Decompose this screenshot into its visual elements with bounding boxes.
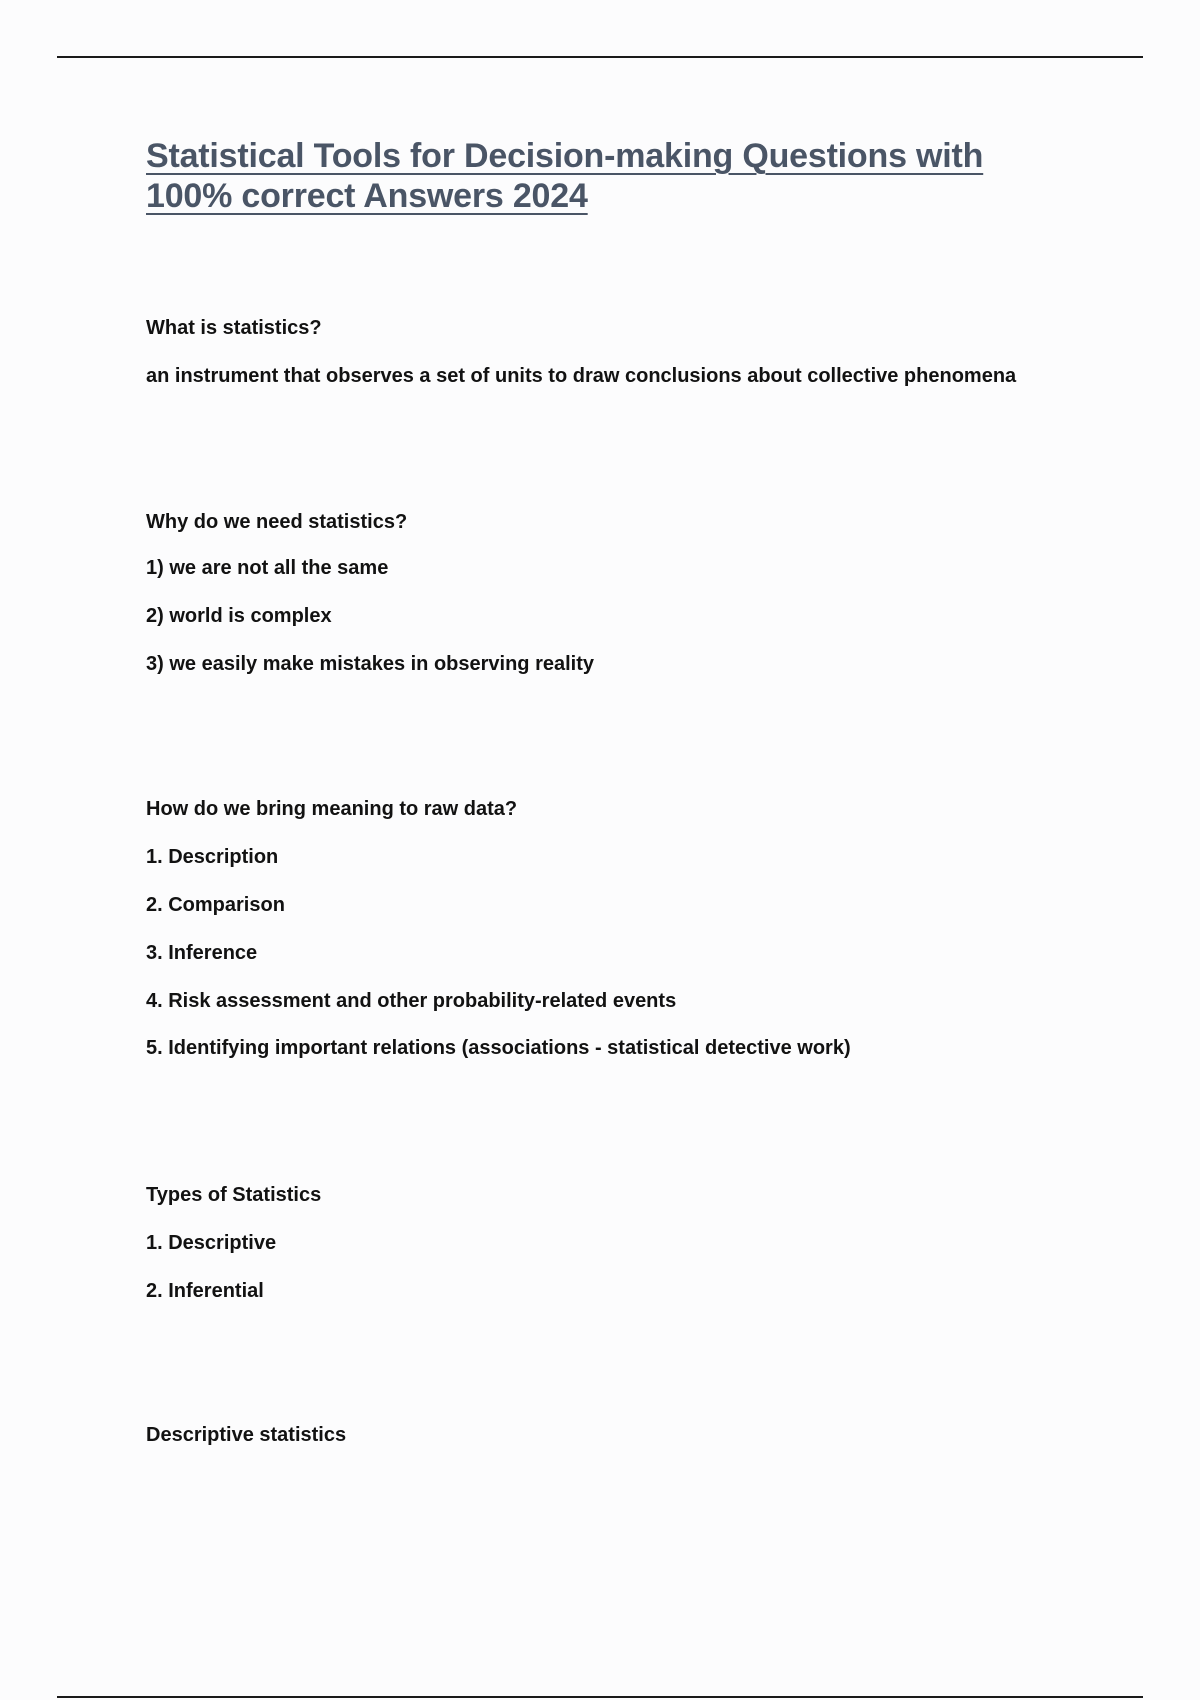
- answer-line: 4. Risk assessment and other probability-related events: [146, 990, 677, 1012]
- title-line-2: 100% correct Answers 2024: [146, 177, 588, 215]
- qa-block-what-is-statistics: [146, 315, 1016, 389]
- answer-line: 1. Descriptive: [146, 1232, 277, 1254]
- answer-line: 1) we are not all the same: [146, 557, 389, 579]
- document-content: [146, 137, 1106, 1446]
- answer-line: an instrument that observes a set of units to draw conclusions about collective phenomena: [146, 365, 1017, 387]
- qa-block-types-of-statistics: [146, 1182, 321, 1304]
- document-title: [146, 137, 1106, 223]
- answer-line: 3) we easily make mistakes in observing reality: [146, 653, 595, 675]
- qa-block-meaning-raw-data: [146, 796, 851, 1061]
- question: Types of Statistics: [146, 1184, 322, 1206]
- question: What is statistics?: [146, 317, 322, 339]
- question: Descriptive statistics: [146, 1424, 347, 1446]
- answer-line: 3. Inference: [146, 942, 258, 964]
- answer-line: 2) world is complex: [146, 605, 332, 627]
- answer-line: 2. Comparison: [146, 894, 285, 916]
- question: Why do we need statistics?: [146, 511, 408, 533]
- qa-block-descriptive-statistics: [146, 1422, 346, 1448]
- answer-line: 2. Inferential: [146, 1280, 264, 1302]
- header-rule: [57, 56, 1143, 58]
- answer-line: 1. Description: [146, 846, 279, 868]
- answer-line: 5. Identifying important relations (associations - statistical detective work): [146, 1037, 851, 1059]
- qa-block-why-statistics: [146, 509, 594, 677]
- question: How do we bring meaning to raw data?: [146, 798, 518, 820]
- footer-rule: [57, 1696, 1143, 1698]
- title-line-1: Statistical Tools for Decision-making Questions with: [146, 137, 984, 175]
